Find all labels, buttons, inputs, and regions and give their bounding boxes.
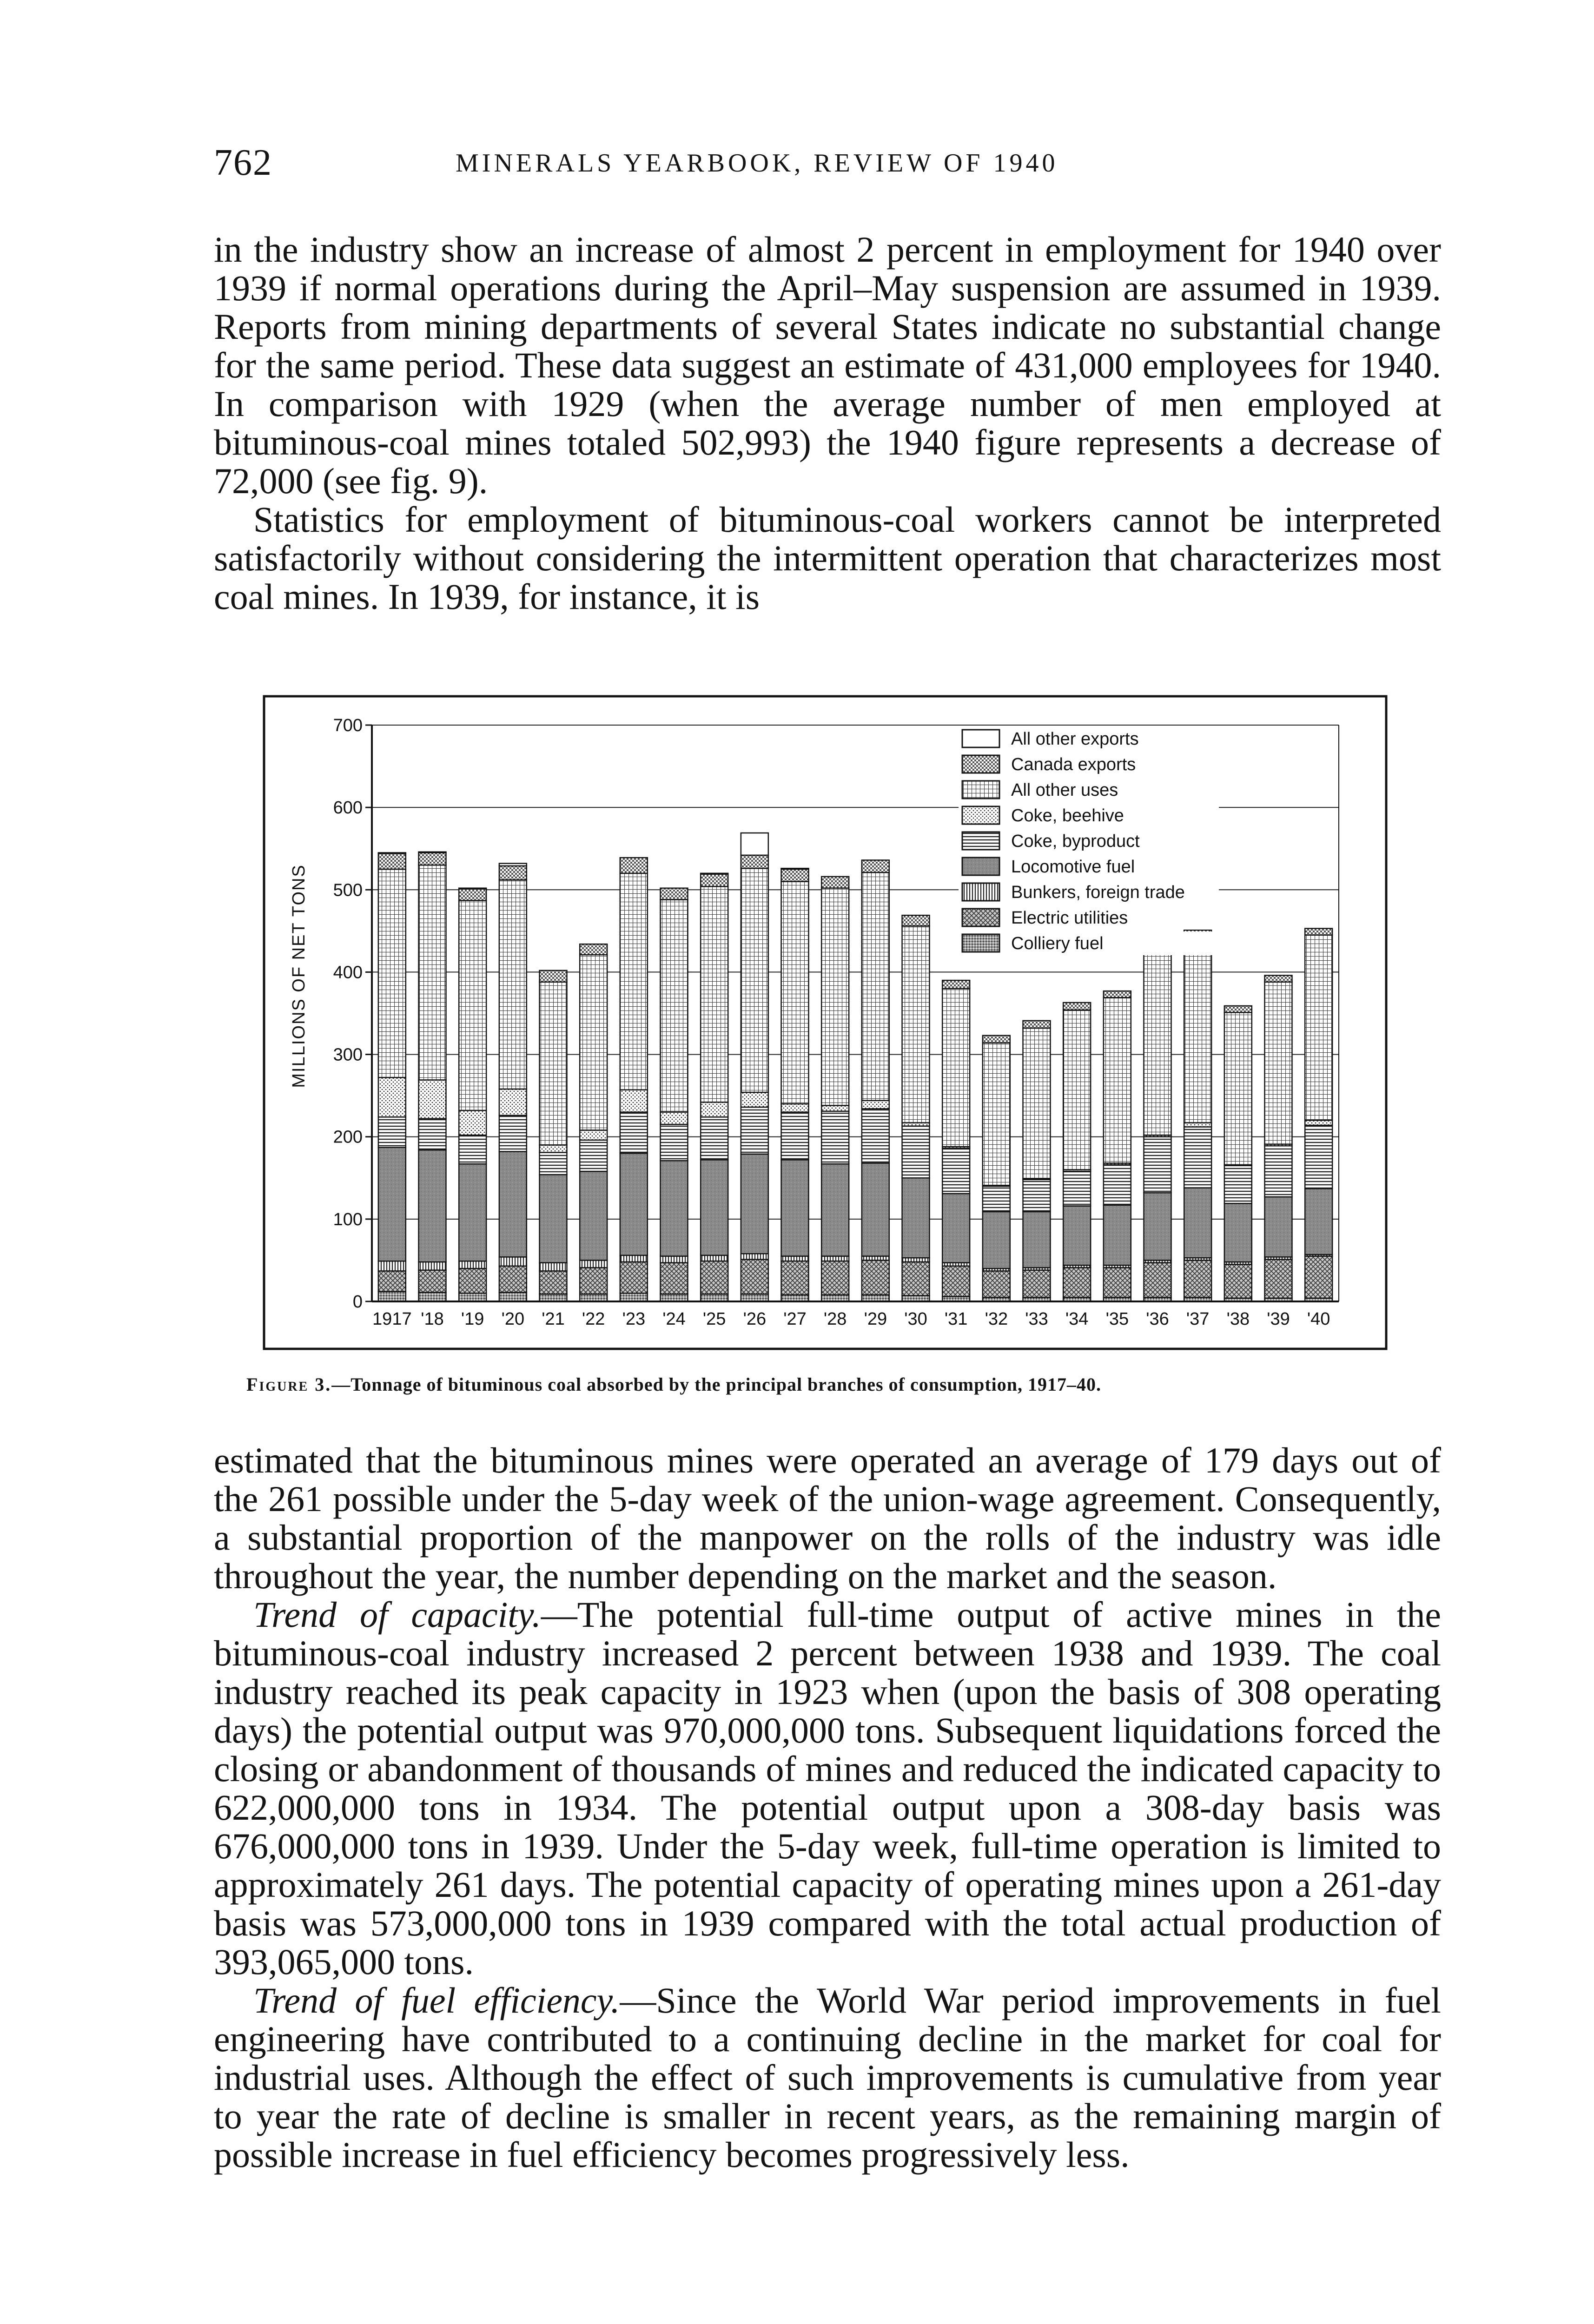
- bar-segment-locomotive-fuel: [741, 1154, 768, 1254]
- x-tick-label: '34: [1065, 1309, 1089, 1329]
- x-tick-label: '19: [461, 1309, 484, 1329]
- bar-segment-electric-utilities: [942, 1266, 970, 1297]
- bar-segment-coke-beehive: [1305, 1120, 1332, 1125]
- bar-segment-all-other-exports: [459, 888, 486, 889]
- bar-segment-all-other-exports: [781, 868, 809, 869]
- bar-segment-all-other-exports: [419, 852, 446, 853]
- bar-segment-locomotive-fuel: [540, 1175, 567, 1263]
- paragraph-5: [214, 1981, 1441, 2174]
- x-tick-label: '32: [985, 1309, 1008, 1329]
- bar-segment-electric-utilities: [580, 1268, 607, 1294]
- bar-segment-coke-byproduct: [902, 1126, 930, 1178]
- legend-item-electric-utilities: [959, 906, 1219, 930]
- bar-segment-all-other-uses: [1305, 935, 1332, 1121]
- bar-segment-all-other-uses: [942, 989, 970, 1147]
- x-tick-label: '26: [743, 1309, 767, 1329]
- x-tick-label: '39: [1267, 1309, 1290, 1329]
- bar-segment-colliery-fuel: [862, 1295, 889, 1301]
- bar-segment-all-other-uses: [1224, 1012, 1252, 1165]
- bar-group-27: [781, 868, 809, 1301]
- bar-segment-coke-beehive: [620, 1090, 648, 1112]
- bar-segment-all-other-uses: [540, 982, 567, 1145]
- bar-segment-colliery-fuel: [781, 1295, 809, 1301]
- bar-segment-coke-byproduct: [459, 1135, 486, 1164]
- figure-caption-label: Figure 3.: [246, 1374, 332, 1395]
- legend-swatch: [962, 858, 999, 875]
- y-tick-label: 600: [333, 798, 363, 818]
- bar-segment-coke-byproduct: [942, 1149, 970, 1194]
- bar-segment-coke-beehive: [701, 1102, 728, 1117]
- bar-segment-coke-beehive: [580, 1130, 607, 1140]
- legend: [959, 727, 1219, 955]
- bar-segment-coke-beehive: [459, 1110, 486, 1135]
- bar-segment-electric-utilities: [983, 1271, 1010, 1297]
- bar-segment-bunkers-foreign-trade: [741, 1254, 768, 1259]
- paragraph-1: in the industry show an increase of almost 2 percent in employment for 1940 over 1939 if normal operations during the April–May suspension are assumed in 1939. Reports from mining departments of several States indicate no substantial change for the same period. These data suggest an estimate of 431,000 employees for 1940. In comparison with 1929 (when the average number of men employed at bituminous-coal mines totaled 502,993) the 1940 figure represents a decrease of 72,000 (see fig. 9).: [214, 229, 1441, 501]
- bar-segment-locomotive-fuel: [580, 1171, 607, 1260]
- bar-segment-electric-utilities: [1063, 1268, 1091, 1297]
- bar-segment-electric-utilities: [741, 1260, 768, 1294]
- bar-segment-locomotive-fuel: [419, 1150, 446, 1262]
- bar-segment-colliery-fuel: [499, 1293, 527, 1301]
- bar-segment-coke-byproduct: [1063, 1171, 1091, 1206]
- bar-segment-locomotive-fuel: [1224, 1203, 1252, 1262]
- figure-caption-text: —Tonnage of bituminous coal absorbed by the principal branches of consumption, 1917–40.: [331, 1374, 1102, 1395]
- bar-segment-electric-utilities: [499, 1266, 527, 1293]
- bar-segment-canada-exports: [580, 944, 607, 955]
- bar-segment-canada-exports: [459, 889, 486, 901]
- bar-segment-canada-exports: [741, 855, 768, 868]
- bar-segment-coke-byproduct: [983, 1186, 1010, 1212]
- bar-segment-bunkers-foreign-trade: [620, 1255, 648, 1262]
- bar-segment-bunkers-foreign-trade: [459, 1261, 486, 1268]
- bar-segment-bunkers-foreign-trade: [419, 1262, 446, 1270]
- bar-segment-electric-utilities: [701, 1261, 728, 1294]
- bar-segment-colliery-fuel: [741, 1294, 768, 1301]
- bar-segment-electric-utilities: [781, 1261, 809, 1295]
- bar-segment-locomotive-fuel: [1144, 1193, 1171, 1260]
- bar-segment-canada-exports: [1104, 991, 1131, 997]
- legend-label: Coke, byproduct: [1011, 832, 1140, 851]
- bar-segment-colliery-fuel: [459, 1293, 486, 1301]
- bar-segment-electric-utilities: [1104, 1268, 1131, 1297]
- bar-segment-locomotive-fuel: [378, 1148, 406, 1261]
- legend-swatch: [962, 730, 999, 747]
- legend-swatch: [962, 806, 999, 824]
- bar-segment-electric-utilities: [540, 1271, 567, 1294]
- bar-group-36: [1144, 942, 1171, 1301]
- bar-segment-canada-exports: [620, 858, 648, 873]
- legend-swatch: [962, 781, 999, 799]
- bar-group-35: [1104, 991, 1131, 1301]
- bar-segment-coke-byproduct: [1023, 1180, 1051, 1212]
- bar-segment-coke-byproduct: [378, 1117, 406, 1148]
- bar-group-22: [580, 944, 607, 1301]
- bar-segment-locomotive-fuel: [701, 1160, 728, 1255]
- y-tick-label: 300: [333, 1045, 363, 1065]
- text-block-bottom: [214, 1441, 1441, 2174]
- bar-segment-canada-exports: [701, 874, 728, 887]
- bar-segment-coke-beehive: [1184, 1123, 1211, 1127]
- paragraph-3: estimated that the bituminous mines were operated an average of 179 days out of the 261 possible under the 5-day week of the union-wage agreement. Consequently, a substantial proportion of the manpower on the rolls of the industry was idle throughout the year, the number depending on the market and the season.: [214, 1440, 1441, 1596]
- bar-segment-all-other-uses: [1144, 949, 1171, 1135]
- x-tick-label: '18: [421, 1309, 444, 1329]
- bar-group-39: [1265, 976, 1292, 1301]
- bar-segment-colliery-fuel: [701, 1294, 728, 1301]
- x-tick-label: '21: [542, 1309, 565, 1329]
- x-tick-label: '35: [1105, 1309, 1129, 1329]
- bar-segment-canada-exports: [419, 853, 446, 865]
- bar-segment-coke-byproduct: [1224, 1166, 1252, 1203]
- bar-segment-coke-byproduct: [1144, 1137, 1171, 1193]
- legend-label: Colliery fuel: [1011, 934, 1104, 953]
- legend-label: All other uses: [1011, 780, 1118, 800]
- bar-segment-canada-exports: [499, 866, 527, 880]
- bar-segment-coke-byproduct: [540, 1152, 567, 1175]
- bar-group-32: [983, 1036, 1010, 1301]
- bar-segment-colliery-fuel: [540, 1294, 567, 1301]
- x-tick-label: 1917: [372, 1309, 412, 1329]
- bar-segment-coke-byproduct: [1104, 1165, 1131, 1205]
- x-tick-label: '20: [501, 1309, 525, 1329]
- y-tick-label: 100: [333, 1209, 363, 1229]
- bar-segment-coke-byproduct: [580, 1140, 607, 1171]
- legend-item-colliery-fuel: [959, 931, 1219, 955]
- bar-segment-colliery-fuel: [620, 1293, 648, 1301]
- bar-segment-canada-exports: [1224, 1006, 1252, 1012]
- page-header: [214, 142, 1441, 198]
- figure-caption: [246, 1373, 1409, 1395]
- bar-segment-electric-utilities: [1224, 1264, 1252, 1298]
- bar-segment-locomotive-fuel: [983, 1212, 1010, 1268]
- bar-segment-coke-beehive: [419, 1080, 446, 1118]
- bar-segment-all-other-uses: [862, 872, 889, 1101]
- bar-segment-locomotive-fuel: [620, 1153, 648, 1255]
- bar-segment-bunkers-foreign-trade: [378, 1261, 406, 1271]
- bar-segment-bunkers-foreign-trade: [902, 1258, 930, 1262]
- x-tick-label: '37: [1186, 1309, 1210, 1329]
- bar-segment-coke-byproduct: [741, 1107, 768, 1154]
- x-tick-label: '29: [864, 1309, 887, 1329]
- bar-segment-canada-exports: [661, 888, 688, 900]
- bar-group-40: [1305, 929, 1332, 1301]
- bar-segment-all-other-uses: [741, 868, 768, 1092]
- bar-segment-locomotive-fuel: [821, 1164, 849, 1256]
- bar-segment-colliery-fuel: [580, 1294, 607, 1301]
- bar-segment-canada-exports: [540, 971, 567, 982]
- bar-segment-locomotive-fuel: [1063, 1206, 1091, 1266]
- bar-segment-locomotive-fuel: [459, 1164, 486, 1261]
- x-tick-label: '25: [702, 1309, 726, 1329]
- bar-segment-all-other-uses: [620, 873, 648, 1090]
- bar-segment-coke-beehive: [499, 1089, 527, 1116]
- bar-segment-bunkers-foreign-trade: [701, 1255, 728, 1261]
- x-tick-label: '30: [904, 1309, 927, 1329]
- legend-label: Canada exports: [1011, 755, 1136, 774]
- bar-segment-bunkers-foreign-trade: [499, 1257, 527, 1266]
- bar-segment-canada-exports: [902, 915, 930, 926]
- bar-segment-coke-byproduct: [620, 1112, 648, 1154]
- y-tick-label: 400: [333, 963, 363, 983]
- bar-segment-all-other-uses: [1063, 1010, 1091, 1170]
- bar-segment-all-other-uses: [902, 926, 930, 1122]
- bar-segment-colliery-fuel: [378, 1292, 406, 1301]
- bar-segment-locomotive-fuel: [1104, 1205, 1131, 1265]
- figure-chart: [260, 693, 1390, 1353]
- bar-group-33: [1023, 1021, 1051, 1301]
- bar-segment-all-other-uses: [1023, 1028, 1051, 1179]
- x-tick-label: '24: [662, 1309, 686, 1329]
- bar-group-38: [1224, 1006, 1252, 1301]
- bar-segment-all-other-exports: [499, 864, 527, 866]
- bar-group-24: [661, 888, 688, 1301]
- bar-group-19: [459, 888, 486, 1301]
- bar-segment-canada-exports: [1265, 976, 1292, 982]
- bar-segment-all-other-uses: [1184, 938, 1211, 1123]
- bar-segment-canada-exports: [1305, 929, 1332, 935]
- text-block-top: [214, 230, 1441, 616]
- bar-segment-electric-utilities: [378, 1271, 406, 1291]
- bar-segment-all-other-uses: [1265, 982, 1292, 1144]
- bar-segment-electric-utilities: [862, 1260, 889, 1294]
- stacked-bar-chart: [260, 693, 1390, 1353]
- bar-group-21: [540, 971, 567, 1301]
- bar-group-37: [1184, 930, 1211, 1301]
- bar-segment-locomotive-fuel: [1184, 1188, 1211, 1258]
- x-tick-label: '22: [582, 1309, 605, 1329]
- paragraph-2: Statistics for employment of bituminous-coal workers cannot be interpreted satisfactorily without considering the intermittent operation that characterizes most coal mines. In 1939, for instance, it is: [214, 499, 1441, 617]
- bar-segment-all-other-exports: [378, 853, 406, 854]
- bar-group-26: [741, 833, 768, 1301]
- bar-segment-coke-beehive: [661, 1112, 688, 1125]
- legend-label: Coke, beehive: [1011, 806, 1124, 825]
- bar-segment-coke-beehive: [862, 1101, 889, 1109]
- bar-segment-electric-utilities: [1144, 1263, 1171, 1297]
- bar-segment-canada-exports: [821, 877, 849, 888]
- bar-segment-all-other-uses: [1104, 997, 1131, 1163]
- bar-segment-coke-byproduct: [821, 1111, 849, 1164]
- bar-segment-locomotive-fuel: [1265, 1197, 1292, 1257]
- bar-segment-all-other-uses: [580, 955, 607, 1130]
- bar-segment-electric-utilities: [1265, 1260, 1292, 1298]
- bar-segment-all-other-uses: [378, 869, 406, 1077]
- bar-group-20: [499, 864, 527, 1301]
- legend-label: All other exports: [1011, 729, 1139, 749]
- bar-group-31: [942, 980, 970, 1301]
- bar-segment-coke-beehive: [781, 1104, 809, 1112]
- y-axis-label: MILLIONS OF NET TONS: [289, 864, 309, 1088]
- page-number: 762: [214, 142, 272, 183]
- bar-segment-electric-utilities: [620, 1262, 648, 1293]
- bar-segment-colliery-fuel: [661, 1294, 688, 1301]
- y-tick-label: 200: [333, 1127, 363, 1147]
- paragraph-4: [214, 1595, 1441, 1981]
- paragraph-4-heading: Trend of capacity.: [253, 1594, 541, 1635]
- bar-segment-electric-utilities: [1305, 1256, 1332, 1298]
- y-tick-label: 700: [333, 716, 363, 735]
- bar-segment-all-other-uses: [701, 886, 728, 1102]
- bar-segment-all-other-exports: [741, 833, 768, 855]
- bar-group-1917: [378, 853, 406, 1301]
- legend-item-locomotive-fuel: [959, 855, 1219, 878]
- bar-segment-locomotive-fuel: [1023, 1212, 1051, 1268]
- legend-swatch: [962, 909, 999, 926]
- legend-item-all-other-uses: [959, 778, 1219, 802]
- x-tick-label: '40: [1307, 1309, 1330, 1329]
- legend-item-all-other-exports: [959, 727, 1219, 751]
- bar-segment-bunkers-foreign-trade: [862, 1256, 889, 1261]
- x-tick-label: '27: [783, 1309, 807, 1329]
- bar-segment-coke-byproduct: [862, 1109, 889, 1163]
- x-tick-label: '23: [622, 1309, 646, 1329]
- bar-segment-all-other-uses: [419, 865, 446, 1080]
- legend-item-coke-byproduct: [959, 829, 1219, 853]
- bar-segment-all-other-uses: [459, 900, 486, 1110]
- bar-segment-electric-utilities: [459, 1268, 486, 1293]
- bar-segment-all-other-uses: [983, 1043, 1010, 1185]
- bar-group-29: [862, 860, 889, 1301]
- bar-group-28: [821, 877, 849, 1301]
- bar-segment-all-other-uses: [499, 880, 527, 1089]
- bar-group-25: [701, 873, 728, 1301]
- legend-item-bunkers-foreign-trade: [959, 880, 1219, 904]
- bar-segment-coke-byproduct: [781, 1112, 809, 1160]
- bar-segment-colliery-fuel: [419, 1293, 446, 1301]
- bar-segment-coke-byproduct: [1305, 1125, 1332, 1188]
- bar-group-30: [902, 915, 930, 1301]
- x-tick-label: '38: [1226, 1309, 1250, 1329]
- legend-swatch: [962, 755, 999, 773]
- bar-segment-coke-beehive: [540, 1145, 567, 1152]
- x-tick-label: '28: [823, 1309, 847, 1329]
- y-tick-label: 500: [333, 880, 363, 900]
- legend-label: Bunkers, foreign trade: [1011, 883, 1185, 902]
- bar-segment-coke-byproduct: [419, 1119, 446, 1150]
- legend-label: Electric utilities: [1011, 908, 1128, 928]
- legend-item-coke-beehive: [959, 804, 1219, 827]
- bar-segment-canada-exports: [942, 980, 970, 989]
- x-tick-label: '33: [1025, 1309, 1048, 1329]
- y-tick-label: 0: [352, 1292, 363, 1312]
- bar-segment-coke-beehive: [821, 1105, 849, 1111]
- bar-segment-coke-byproduct: [1184, 1127, 1211, 1188]
- bar-segment-locomotive-fuel: [942, 1194, 970, 1263]
- paragraph-5-text: —Since the World War period improvements in fuel engineering have contributed to a continuing decline in the market for coal for industrial uses. Although the effect of such improvements is cumulative from year to year the rate of decline is smaller in recent years, as the remaining margin of possible increase in fuel efficiency becomes progressively less.: [214, 1980, 1441, 2175]
- bar-segment-locomotive-fuel: [902, 1178, 930, 1258]
- bar-segment-electric-utilities: [821, 1261, 849, 1295]
- bar-segment-bunkers-foreign-trade: [580, 1260, 607, 1268]
- bar-segment-electric-utilities: [1184, 1260, 1211, 1297]
- legend-swatch: [962, 934, 999, 952]
- bar-segment-bunkers-foreign-trade: [661, 1256, 688, 1263]
- bar-segment-canada-exports: [983, 1036, 1010, 1043]
- bar-segment-locomotive-fuel: [781, 1160, 809, 1256]
- bar-segment-coke-beehive: [741, 1092, 768, 1107]
- bar-group-34: [1063, 1003, 1091, 1301]
- bar-group-18: [419, 852, 446, 1301]
- paragraph-5-heading: Trend of fuel efficiency.: [253, 1980, 620, 2020]
- legend-item-canada-exports: [959, 753, 1219, 776]
- bar-segment-all-other-uses: [781, 882, 809, 1104]
- bar-segment-canada-exports: [862, 860, 889, 873]
- bar-segment-bunkers-foreign-trade: [781, 1256, 809, 1261]
- bar-segment-canada-exports: [1063, 1003, 1091, 1010]
- bar-segment-bunkers-foreign-trade: [540, 1263, 567, 1271]
- bar-segment-all-other-uses: [821, 888, 849, 1106]
- bar-segment-locomotive-fuel: [499, 1152, 527, 1257]
- bar-segment-canada-exports: [1023, 1021, 1051, 1028]
- bar-segment-locomotive-fuel: [1305, 1188, 1332, 1254]
- x-tick-label: '36: [1146, 1309, 1169, 1329]
- x-tick-label: '31: [944, 1309, 968, 1329]
- bar-segment-electric-utilities: [1023, 1270, 1051, 1297]
- bar-segment-locomotive-fuel: [862, 1163, 889, 1256]
- bar-segment-canada-exports: [378, 853, 406, 869]
- bar-segment-canada-exports: [781, 869, 809, 882]
- running-title: MINERALS YEARBOOK, REVIEW OF 1940: [456, 149, 1058, 178]
- bar-segment-all-other-exports: [701, 873, 728, 874]
- bar-segment-coke-beehive: [378, 1077, 406, 1117]
- bar-segment-electric-utilities: [419, 1270, 446, 1293]
- paragraph-4-text: —The potential full-time output of active mines in the bituminous-coal industry increased 2 percent between 1938 and 1939. The coal industry reached its peak capacity in 1923 when (upon the basis of 308 operating days) the potential output was 970,000,000 tons. Subsequent liquidations forced the closing or abandonment of thousands of mines and reduced the indicated capacity to 622,000,000 tons in 1934. The potential output upon a 308-day basis was 676,000,000 tons in 1939. Under the 5-day week, full-time operation is limited to approximately 261 days. The potential capacity of operating mines upon a 261-day basis was 573,000,000 tons in 1939 compared with the total actual production of 393,065,000 tons.: [214, 1594, 1441, 1982]
- legend-swatch: [962, 883, 999, 901]
- bar-segment-coke-byproduct: [1265, 1146, 1292, 1197]
- bar-group-23: [620, 858, 648, 1301]
- legend-label: Locomotive fuel: [1011, 857, 1135, 877]
- bar-segment-coke-byproduct: [701, 1117, 728, 1160]
- legend-swatch: [962, 832, 999, 850]
- bar-segment-electric-utilities: [902, 1262, 930, 1296]
- bar-segment-all-other-uses: [661, 900, 688, 1112]
- bar-segment-bunkers-foreign-trade: [821, 1256, 849, 1261]
- bar-segment-coke-byproduct: [661, 1124, 688, 1161]
- bar-segment-locomotive-fuel: [661, 1161, 688, 1256]
- bar-segment-coke-byproduct: [499, 1116, 527, 1152]
- bar-segment-colliery-fuel: [821, 1295, 849, 1301]
- bar-segment-electric-utilities: [661, 1263, 688, 1294]
